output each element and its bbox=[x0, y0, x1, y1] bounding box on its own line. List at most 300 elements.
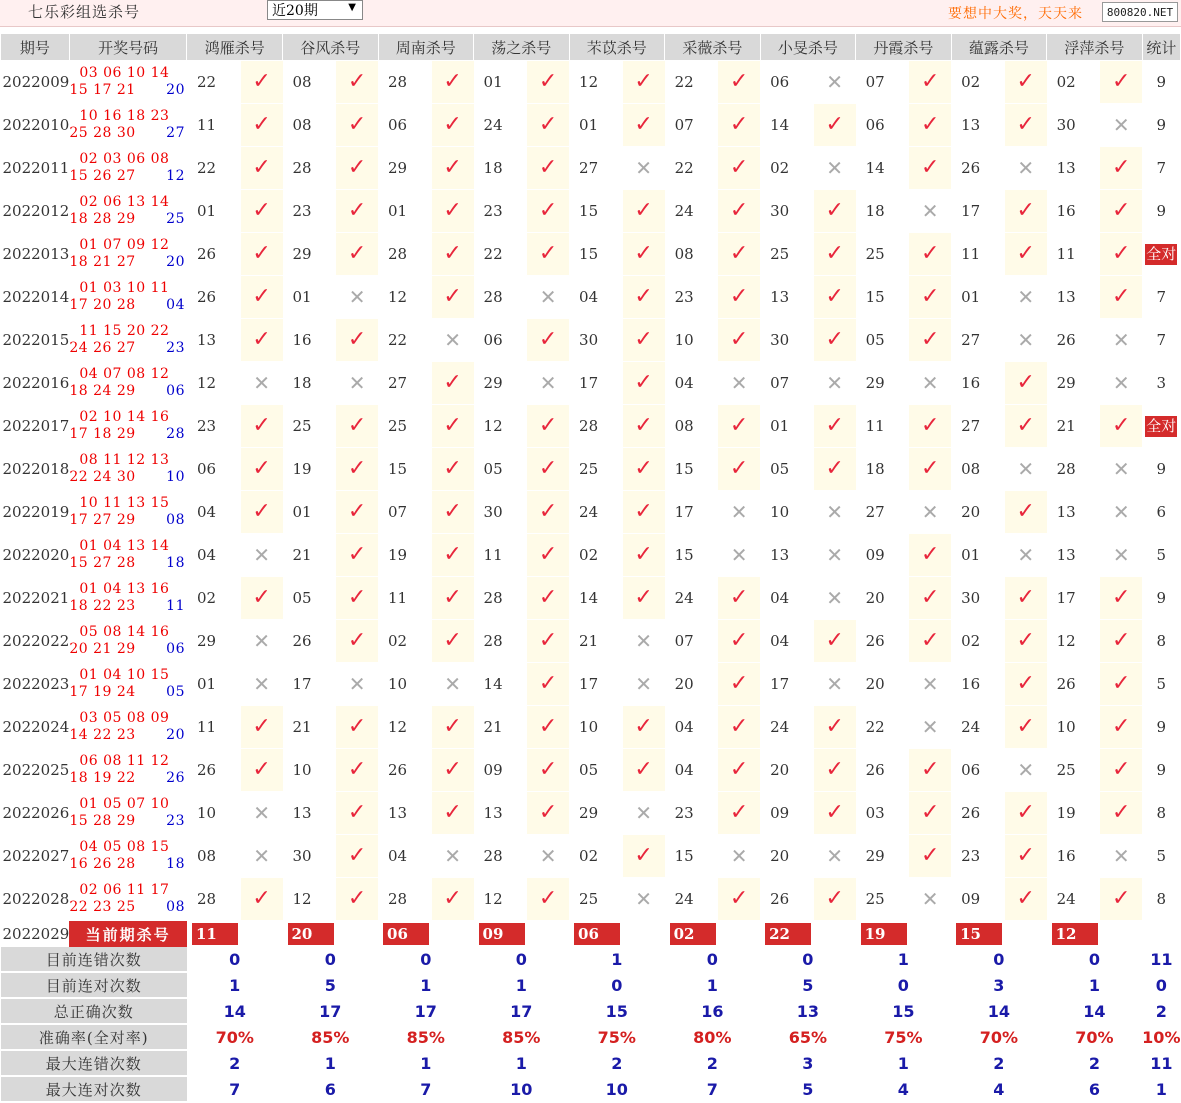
kill-number: 29 bbox=[187, 620, 241, 663]
check-icon: ✓ bbox=[1100, 878, 1142, 921]
check-icon: ✓ bbox=[527, 663, 569, 706]
kill-number: 28 bbox=[378, 878, 432, 921]
kill-number: 26 bbox=[856, 749, 910, 792]
kill-number: 27 bbox=[378, 362, 432, 405]
stat-value: 7 bbox=[187, 1076, 283, 1102]
kill-number: 11 bbox=[951, 233, 1005, 276]
check-icon: ✓ bbox=[718, 276, 760, 319]
draw-special-number: 28 bbox=[166, 426, 185, 442]
check-icon: ✓ bbox=[336, 190, 378, 233]
table-header-row bbox=[1, 34, 1181, 61]
stat-value: 1 bbox=[665, 972, 761, 998]
draw-special-number: 23 bbox=[166, 813, 185, 829]
check-icon: ✓ bbox=[623, 319, 665, 362]
kill-number: 12 bbox=[378, 706, 432, 749]
hit-count bbox=[1142, 405, 1180, 448]
issue-number: 2022013 bbox=[1, 233, 70, 276]
page-title: 七乐彩组选杀号 bbox=[28, 3, 141, 21]
issue-number: 2022012 bbox=[1, 190, 70, 233]
check-icon: ✓ bbox=[241, 319, 283, 362]
stat-value: 1 bbox=[1047, 972, 1143, 998]
kill-number: 23 bbox=[665, 792, 719, 835]
check-icon: ✓ bbox=[1005, 706, 1047, 749]
check-icon: ✓ bbox=[814, 749, 856, 792]
draw-line-2 bbox=[69, 512, 187, 529]
check-icon: ✓ bbox=[623, 276, 665, 319]
draw-line-2 bbox=[69, 168, 187, 185]
kill-number: 17 bbox=[283, 663, 337, 706]
cross-icon: ✕ bbox=[623, 663, 665, 706]
draw-line-2-text: 14 22 23 bbox=[69, 727, 136, 743]
check-icon: ✓ bbox=[336, 749, 378, 792]
kill-number: 13 bbox=[283, 792, 337, 835]
stat-value: 1 bbox=[378, 1050, 474, 1076]
stat-value: 1 bbox=[283, 1050, 379, 1076]
stat-value: 14 bbox=[951, 998, 1047, 1024]
kill-number: 01 bbox=[378, 190, 432, 233]
current-kill-cell bbox=[665, 921, 761, 948]
check-icon: ✓ bbox=[432, 706, 474, 749]
check-icon: ✓ bbox=[527, 491, 569, 534]
kill-number: 22 bbox=[187, 61, 241, 104]
stat-value: 10 bbox=[474, 1076, 570, 1102]
issue-number: 2022025 bbox=[1, 749, 70, 792]
stat-label: 总正确次数 bbox=[1, 998, 187, 1024]
draw-line-2 bbox=[69, 82, 187, 99]
kill-number: 22 bbox=[378, 319, 432, 362]
current-kill-cell bbox=[187, 921, 283, 948]
current-issue-row bbox=[1, 921, 1181, 948]
check-icon: ✓ bbox=[814, 706, 856, 749]
draw-special-number: 20 bbox=[166, 82, 185, 98]
issue-number: 2022016 bbox=[1, 362, 70, 405]
kill-number: 29 bbox=[856, 835, 910, 878]
kill-number: 13 bbox=[1047, 276, 1101, 319]
check-icon: ✓ bbox=[909, 104, 951, 147]
stat-value: 70% bbox=[951, 1024, 1047, 1050]
kill-number: 20 bbox=[760, 749, 814, 792]
draw-line-2 bbox=[69, 555, 187, 572]
kill-number: 05 bbox=[856, 319, 910, 362]
issue-number: 2022026 bbox=[1, 792, 70, 835]
check-icon: ✓ bbox=[527, 104, 569, 147]
check-icon: ✓ bbox=[336, 448, 378, 491]
check-icon: ✓ bbox=[527, 706, 569, 749]
draw-line-1: 02 10 14 16 bbox=[79, 409, 170, 425]
kill-number: 21 bbox=[283, 706, 337, 749]
kill-number: 15 bbox=[569, 233, 623, 276]
check-icon: ✓ bbox=[432, 147, 474, 190]
kill-number: 08 bbox=[283, 61, 337, 104]
check-icon: ✓ bbox=[527, 233, 569, 276]
stat-value: 3 bbox=[951, 972, 1047, 998]
site-badge[interactable]: 800820.NET bbox=[1102, 2, 1178, 22]
cross-icon: ✕ bbox=[1100, 534, 1142, 577]
kill-number: 07 bbox=[378, 491, 432, 534]
draw-numbers bbox=[69, 362, 187, 405]
kill-number: 30 bbox=[951, 577, 1005, 620]
kill-number: 04 bbox=[378, 835, 432, 878]
stat-value: 0 bbox=[187, 947, 283, 972]
kill-number: 21 bbox=[569, 620, 623, 663]
kill-number: 15 bbox=[856, 276, 910, 319]
check-icon: ✓ bbox=[241, 491, 283, 534]
hit-count: 9 bbox=[1142, 448, 1180, 491]
kill-number: 08 bbox=[665, 405, 719, 448]
kill-number: 09 bbox=[474, 749, 528, 792]
kill-number: 26 bbox=[1047, 663, 1101, 706]
stat-value: 17 bbox=[283, 998, 379, 1024]
kill-number: 15 bbox=[378, 448, 432, 491]
check-icon: ✓ bbox=[718, 577, 760, 620]
check-icon: ✓ bbox=[336, 620, 378, 663]
period-select-value: 近20期 bbox=[272, 3, 318, 19]
kill-number: 28 bbox=[1047, 448, 1101, 491]
current-kill-number: 09 bbox=[479, 923, 525, 945]
kill-number: 28 bbox=[187, 878, 241, 921]
check-icon: ✓ bbox=[1100, 663, 1142, 706]
draw-special-number: 18 bbox=[166, 856, 185, 872]
check-icon: ✓ bbox=[814, 233, 856, 276]
kill-number: 17 bbox=[1047, 577, 1101, 620]
stat-value: 80% bbox=[665, 1024, 761, 1050]
hit-count: 7 bbox=[1142, 276, 1180, 319]
kill-number-table bbox=[0, 33, 1181, 1103]
draw-numbers bbox=[69, 792, 187, 835]
stat-value: 15 bbox=[856, 998, 952, 1024]
check-icon: ✓ bbox=[1005, 362, 1047, 405]
kill-number: 13 bbox=[760, 276, 814, 319]
table-row bbox=[1, 147, 1181, 190]
kill-number: 04 bbox=[665, 749, 719, 792]
cross-icon: ✕ bbox=[909, 663, 951, 706]
issue-number: 2022022 bbox=[1, 620, 70, 663]
kill-number: 23 bbox=[665, 276, 719, 319]
check-icon: ✓ bbox=[241, 147, 283, 190]
stat-value: 2 bbox=[187, 1050, 283, 1076]
check-icon: ✓ bbox=[336, 405, 378, 448]
draw-line-2-text: 18 21 27 bbox=[69, 254, 136, 270]
kill-number: 16 bbox=[951, 663, 1005, 706]
stat-row bbox=[1, 1024, 1181, 1050]
kill-number: 11 bbox=[187, 706, 241, 749]
stat-total: 10% bbox=[1142, 1024, 1180, 1050]
kill-number: 22 bbox=[474, 233, 528, 276]
stat-row bbox=[1, 998, 1181, 1024]
check-icon: ✓ bbox=[432, 362, 474, 405]
issue-number: 2022020 bbox=[1, 534, 70, 577]
draw-special-number: 06 bbox=[166, 383, 185, 399]
cross-icon: ✕ bbox=[336, 362, 378, 405]
kill-number: 15 bbox=[665, 835, 719, 878]
check-icon: ✓ bbox=[1005, 491, 1047, 534]
check-icon: ✓ bbox=[1100, 706, 1142, 749]
kill-number: 06 bbox=[856, 104, 910, 147]
kill-number: 09 bbox=[951, 878, 1005, 921]
table-row bbox=[1, 534, 1181, 577]
kill-number: 05 bbox=[760, 448, 814, 491]
kill-number: 29 bbox=[1047, 362, 1101, 405]
kill-number: 02 bbox=[951, 620, 1005, 663]
kill-number: 17 bbox=[951, 190, 1005, 233]
kill-number: 29 bbox=[856, 362, 910, 405]
draw-special-number: 06 bbox=[166, 641, 185, 657]
check-icon: ✓ bbox=[1100, 577, 1142, 620]
check-icon: ✓ bbox=[1100, 749, 1142, 792]
stat-value: 0 bbox=[474, 947, 570, 972]
kill-number: 01 bbox=[569, 104, 623, 147]
cross-icon: ✕ bbox=[909, 491, 951, 534]
kill-number: 17 bbox=[665, 491, 719, 534]
cross-icon: ✕ bbox=[909, 878, 951, 921]
check-icon: ✓ bbox=[1005, 405, 1047, 448]
kill-number: 13 bbox=[760, 534, 814, 577]
cross-icon: ✕ bbox=[718, 835, 760, 878]
check-icon: ✓ bbox=[1100, 792, 1142, 835]
draw-line-2-text: 17 18 29 bbox=[69, 426, 136, 442]
draw-line-1: 08 11 12 13 bbox=[79, 452, 170, 468]
stat-value: 17 bbox=[474, 998, 570, 1024]
kill-number: 03 bbox=[856, 792, 910, 835]
stat-label: 准确率(全对率) bbox=[1, 1024, 187, 1050]
check-icon: ✓ bbox=[527, 190, 569, 233]
kill-number: 17 bbox=[569, 663, 623, 706]
stat-value: 85% bbox=[474, 1024, 570, 1050]
kill-number: 28 bbox=[474, 577, 528, 620]
cross-icon: ✕ bbox=[1005, 749, 1047, 792]
table-row bbox=[1, 878, 1181, 921]
issue-number: 2022017 bbox=[1, 405, 70, 448]
draw-line-2 bbox=[69, 813, 187, 830]
draw-special-number: 18 bbox=[166, 555, 185, 571]
kill-number: 01 bbox=[951, 534, 1005, 577]
check-icon: ✓ bbox=[718, 749, 760, 792]
check-icon: ✓ bbox=[1100, 147, 1142, 190]
check-icon: ✓ bbox=[336, 706, 378, 749]
check-icon: ✓ bbox=[623, 104, 665, 147]
kill-number: 04 bbox=[187, 534, 241, 577]
issue-number: 2022021 bbox=[1, 577, 70, 620]
kill-number: 14 bbox=[760, 104, 814, 147]
stat-total: 1 bbox=[1142, 1076, 1180, 1102]
table-row bbox=[1, 792, 1181, 835]
kill-number: 18 bbox=[474, 147, 528, 190]
stat-row bbox=[1, 947, 1181, 972]
check-icon: ✓ bbox=[527, 878, 569, 921]
hit-count: 5 bbox=[1142, 534, 1180, 577]
kill-number: 28 bbox=[283, 147, 337, 190]
stat-value: 5 bbox=[760, 1076, 856, 1102]
cross-icon: ✕ bbox=[1100, 491, 1142, 534]
table-row bbox=[1, 577, 1181, 620]
top-bar bbox=[0, 0, 1181, 27]
kill-number: 11 bbox=[187, 104, 241, 147]
check-icon: ✓ bbox=[336, 61, 378, 104]
kill-number: 24 bbox=[665, 190, 719, 233]
period-select[interactable] bbox=[267, 0, 363, 20]
check-icon: ✓ bbox=[1100, 190, 1142, 233]
kill-number: 12 bbox=[569, 61, 623, 104]
cross-icon: ✕ bbox=[527, 276, 569, 319]
stat-value: 0 bbox=[283, 947, 379, 972]
kill-number: 26 bbox=[187, 749, 241, 792]
stat-value: 4 bbox=[951, 1076, 1047, 1102]
kill-number: 21 bbox=[474, 706, 528, 749]
table-row bbox=[1, 362, 1181, 405]
stat-label: 最大连对次数 bbox=[1, 1076, 187, 1102]
check-icon: ✓ bbox=[1005, 792, 1047, 835]
cross-icon: ✕ bbox=[718, 362, 760, 405]
check-icon: ✓ bbox=[1005, 61, 1047, 104]
draw-line-2-text: 18 22 23 bbox=[69, 598, 136, 614]
draw-line-2 bbox=[69, 598, 187, 615]
current-count-cell bbox=[1142, 921, 1180, 948]
check-icon: ✓ bbox=[718, 190, 760, 233]
kill-number: 11 bbox=[378, 577, 432, 620]
check-icon: ✓ bbox=[623, 61, 665, 104]
kill-number: 25 bbox=[856, 233, 910, 276]
check-icon: ✓ bbox=[909, 749, 951, 792]
check-icon: ✓ bbox=[241, 448, 283, 491]
check-icon: ✓ bbox=[909, 620, 951, 663]
draw-line-2-text: 22 24 30 bbox=[69, 469, 136, 485]
kill-number: 04 bbox=[665, 362, 719, 405]
hit-count: 5 bbox=[1142, 835, 1180, 878]
check-icon: ✓ bbox=[909, 276, 951, 319]
kill-number: 26 bbox=[187, 276, 241, 319]
draw-numbers bbox=[69, 491, 187, 534]
stat-value: 13 bbox=[760, 998, 856, 1024]
check-icon: ✓ bbox=[1005, 577, 1047, 620]
kill-number: 10 bbox=[569, 706, 623, 749]
kill-number: 25 bbox=[760, 233, 814, 276]
check-icon: ✓ bbox=[241, 405, 283, 448]
kill-number: 13 bbox=[1047, 147, 1101, 190]
kill-number: 18 bbox=[856, 448, 910, 491]
kill-number: 11 bbox=[474, 534, 528, 577]
cross-icon: ✕ bbox=[623, 620, 665, 663]
stat-value: 6 bbox=[1047, 1076, 1143, 1102]
current-kill-cell bbox=[378, 921, 474, 948]
current-kill-cell bbox=[283, 921, 379, 948]
stat-value: 5 bbox=[760, 972, 856, 998]
kill-number: 30 bbox=[760, 319, 814, 362]
draw-line-1: 01 04 13 14 bbox=[79, 538, 170, 554]
kill-number: 01 bbox=[951, 276, 1005, 319]
stat-value: 4 bbox=[856, 1076, 952, 1102]
stat-value: 70% bbox=[187, 1024, 283, 1050]
check-icon: ✓ bbox=[623, 233, 665, 276]
all-correct-badge: 全对 bbox=[1146, 416, 1177, 435]
current-kill-number: 02 bbox=[670, 923, 716, 945]
cross-icon: ✕ bbox=[241, 362, 283, 405]
stat-value: 17 bbox=[378, 998, 474, 1024]
draw-line-2 bbox=[69, 426, 187, 443]
kill-number: 02 bbox=[1047, 61, 1101, 104]
draw-line-2 bbox=[69, 770, 187, 787]
check-icon: ✓ bbox=[718, 405, 760, 448]
check-icon: ✓ bbox=[718, 104, 760, 147]
check-icon: ✓ bbox=[336, 147, 378, 190]
stat-value: 65% bbox=[760, 1024, 856, 1050]
check-icon: ✓ bbox=[909, 147, 951, 190]
stat-value: 1 bbox=[856, 1050, 952, 1076]
stat-value: 1 bbox=[187, 972, 283, 998]
draw-line-2 bbox=[69, 211, 187, 228]
kill-number: 07 bbox=[760, 362, 814, 405]
kill-number: 18 bbox=[856, 190, 910, 233]
stat-value: 85% bbox=[283, 1024, 379, 1050]
kill-number: 14 bbox=[856, 147, 910, 190]
check-icon: ✓ bbox=[527, 147, 569, 190]
kill-number: 22 bbox=[665, 61, 719, 104]
draw-special-number: 12 bbox=[166, 168, 185, 184]
hit-count: 7 bbox=[1142, 147, 1180, 190]
kill-number: 02 bbox=[951, 61, 1005, 104]
check-icon: ✓ bbox=[432, 104, 474, 147]
all-correct-badge: 全对 bbox=[1146, 244, 1177, 263]
table-row bbox=[1, 233, 1181, 276]
kill-number: 10 bbox=[665, 319, 719, 362]
kill-number: 13 bbox=[1047, 491, 1101, 534]
kill-number: 12 bbox=[474, 405, 528, 448]
stat-value: 16 bbox=[665, 998, 761, 1024]
cross-icon: ✕ bbox=[814, 362, 856, 405]
draw-line-2 bbox=[69, 469, 187, 486]
draw-line-1: 03 05 08 09 bbox=[79, 710, 170, 726]
table-row bbox=[1, 448, 1181, 491]
check-icon: ✓ bbox=[623, 448, 665, 491]
kill-number: 27 bbox=[951, 319, 1005, 362]
kill-number: 24 bbox=[760, 706, 814, 749]
draw-line-1: 10 11 13 15 bbox=[79, 495, 170, 511]
draw-line-1: 02 06 11 17 bbox=[79, 882, 170, 898]
draw-line-2-text: 18 19 22 bbox=[69, 770, 136, 786]
cross-icon: ✕ bbox=[623, 878, 665, 921]
draw-line-2-text: 15 17 21 bbox=[69, 82, 136, 98]
draw-line-2-text: 18 24 29 bbox=[69, 383, 136, 399]
check-icon: ✓ bbox=[241, 749, 283, 792]
check-icon: ✓ bbox=[1005, 190, 1047, 233]
kill-number: 02 bbox=[378, 620, 432, 663]
draw-line-2-text: 15 26 27 bbox=[69, 168, 136, 184]
draw-line-2-text: 17 19 24 bbox=[69, 684, 136, 700]
check-icon: ✓ bbox=[1005, 104, 1047, 147]
kill-number: 07 bbox=[665, 620, 719, 663]
stat-value: 2 bbox=[1047, 1050, 1143, 1076]
check-icon: ✓ bbox=[909, 405, 951, 448]
current-kill-number: 11 bbox=[192, 923, 238, 945]
draw-numbers bbox=[69, 147, 187, 190]
check-icon: ✓ bbox=[1005, 233, 1047, 276]
kill-number: 05 bbox=[474, 448, 528, 491]
stat-value: 0 bbox=[760, 947, 856, 972]
kill-number: 16 bbox=[1047, 190, 1101, 233]
draw-line-2-text: 16 26 28 bbox=[69, 856, 136, 872]
draw-line-2-text: 15 27 28 bbox=[69, 555, 136, 571]
draw-line-2-text: 17 27 29 bbox=[69, 512, 136, 528]
check-icon: ✓ bbox=[336, 233, 378, 276]
kill-number: 12 bbox=[283, 878, 337, 921]
kill-number: 23 bbox=[187, 405, 241, 448]
kill-number: 11 bbox=[856, 405, 910, 448]
check-icon: ✓ bbox=[336, 534, 378, 577]
kill-number: 06 bbox=[951, 749, 1005, 792]
check-icon: ✓ bbox=[336, 792, 378, 835]
draw-special-number: 23 bbox=[166, 340, 185, 356]
hit-count: 9 bbox=[1142, 706, 1180, 749]
check-icon: ✓ bbox=[1100, 233, 1142, 276]
